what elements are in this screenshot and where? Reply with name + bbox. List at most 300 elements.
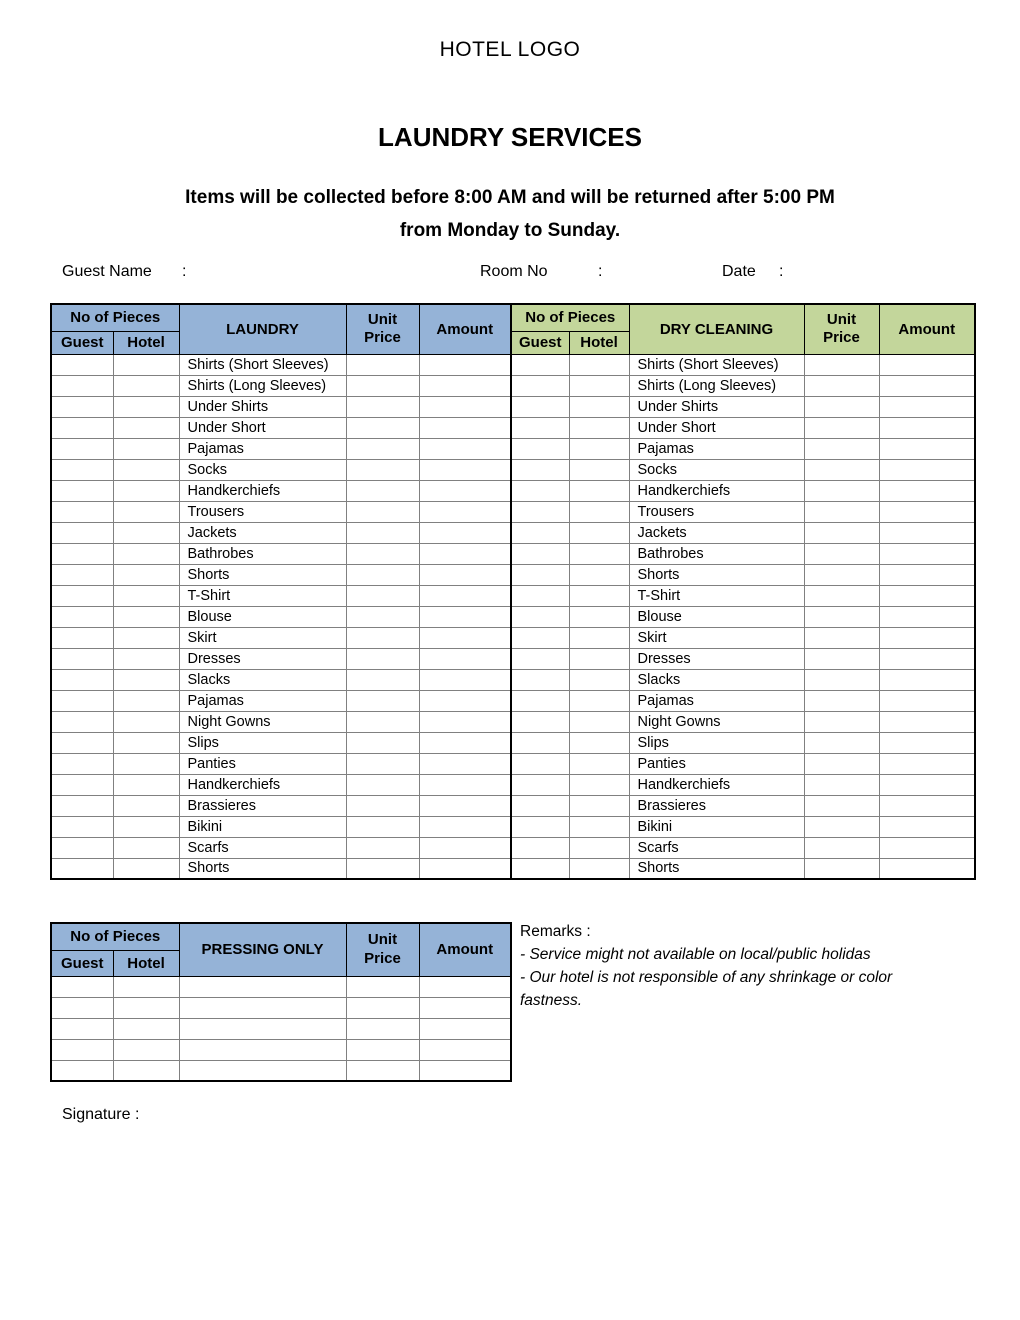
guest-name-label: Guest Name [62, 263, 152, 280]
laundry-hotel-count-cell[interactable] [113, 711, 179, 732]
drycleaning-hotel-count-cell[interactable] [569, 816, 629, 837]
laundry-amount-cell[interactable] [419, 690, 511, 711]
laundry-item-label: Scarfs [179, 837, 346, 858]
laundry-guest-count-cell[interactable] [51, 459, 113, 480]
drycleaning-item-label: Handkerchiefs [629, 480, 804, 501]
drycleaning-guest-count-cell[interactable] [511, 627, 569, 648]
drycleaning-unit-price-cell[interactable] [804, 417, 879, 438]
drycleaning-unit-price-cell[interactable] [804, 816, 879, 837]
drycleaning-unit-price-cell[interactable] [804, 375, 879, 396]
item-row [51, 711, 975, 732]
laundry-hotel-count-cell[interactable] [113, 606, 179, 627]
drycleaning-amount-cell[interactable] [879, 501, 975, 522]
drycleaning-item-label: Under Shirts [629, 396, 804, 417]
pressing-unit-price-cell[interactable] [346, 1018, 419, 1039]
drycleaning-item-label: Trousers [629, 501, 804, 522]
laundry-amount-cell[interactable] [419, 522, 511, 543]
laundry-amount-cell[interactable] [419, 669, 511, 690]
drycleaning-guest-count-cell[interactable] [511, 564, 569, 585]
drycleaning-hotel-count-cell[interactable] [569, 459, 629, 480]
item-row [51, 543, 975, 564]
laundry-unit-price-header [346, 304, 419, 354]
pressing-guest-header: Guest [51, 950, 113, 976]
drycleaning-item-label: Skirt [629, 627, 804, 648]
drycleaning-hotel-count-cell[interactable] [569, 774, 629, 795]
laundry-guest-count-cell[interactable] [51, 564, 113, 585]
drycleaning-guest-count-cell[interactable] [511, 501, 569, 522]
pressing-amount-cell[interactable] [419, 1039, 511, 1060]
collection-notice [0, 181, 1020, 247]
drycleaning-item-label: Night Gowns [629, 711, 804, 732]
laundry-amount-cell[interactable] [419, 396, 511, 417]
laundry-item-label: Slips [179, 732, 346, 753]
drycleaning-hotel-count-cell[interactable] [569, 648, 629, 669]
pressing-row [51, 1060, 511, 1081]
pressing-amount-cell[interactable] [419, 976, 511, 997]
drycleaning-guest-count-cell[interactable] [511, 774, 569, 795]
drycleaning-amount-cell[interactable] [879, 564, 975, 585]
drycleaning-item-label: T-Shirt [629, 585, 804, 606]
laundry-hotel-count-cell[interactable] [113, 837, 179, 858]
laundry-amount-cell[interactable] [419, 606, 511, 627]
drycleaning-hotel-count-cell[interactable] [569, 795, 629, 816]
drycleaning-guest-count-cell[interactable] [511, 690, 569, 711]
drycleaning-amount-cell[interactable] [879, 417, 975, 438]
laundry-amount-cell[interactable] [419, 816, 511, 837]
drycleaning-guest-count-cell[interactable] [511, 669, 569, 690]
laundry-unit-price-cell[interactable] [346, 354, 419, 375]
drycleaning-item-label: Scarfs [629, 837, 804, 858]
drycleaning-guest-count-cell[interactable] [511, 585, 569, 606]
laundry-amount-cell[interactable] [419, 480, 511, 501]
drycleaning-amount-cell[interactable] [879, 774, 975, 795]
page-title: LAUNDRY SERVICES [378, 122, 642, 152]
drycleaning-guest-count-cell[interactable] [511, 354, 569, 375]
laundry-guest-count-cell[interactable] [51, 690, 113, 711]
drycleaning-item-label: Shirts (Long Sleeves) [629, 375, 804, 396]
drycleaning-guest-count-cell[interactable] [511, 837, 569, 858]
laundry-hotel-count-cell[interactable] [113, 375, 179, 396]
drycleaning-amount-cell[interactable] [879, 375, 975, 396]
date-field[interactable] [793, 263, 933, 283]
drycleaning-amount-cell[interactable] [879, 711, 975, 732]
laundry-unit-price-cell[interactable] [346, 396, 419, 417]
drycleaning-item-label: Slips [629, 732, 804, 753]
drycleaning-hotel-count-cell[interactable] [569, 438, 629, 459]
drycleaning-unit-price-cell[interactable] [804, 543, 879, 564]
drycleaning-amount-cell[interactable] [879, 648, 975, 669]
guest-name-field[interactable] [196, 263, 456, 283]
laundry-unit-price-cell[interactable] [346, 795, 419, 816]
drycleaning-amount-cell[interactable] [879, 585, 975, 606]
drycleaning-hotel-count-cell[interactable] [569, 585, 629, 606]
pressing-hotel-count-cell[interactable] [113, 1039, 179, 1060]
laundry-guest-count-cell[interactable] [51, 438, 113, 459]
laundry-amount-cell[interactable] [419, 627, 511, 648]
laundry-amount-cell[interactable] [419, 501, 511, 522]
laundry-amount-cell[interactable] [419, 753, 511, 774]
laundry-guest-count-cell[interactable] [51, 396, 113, 417]
drycleaning-unit-price-cell[interactable] [804, 732, 879, 753]
laundry-guest-count-cell[interactable] [51, 774, 113, 795]
drycleaning-hotel-count-cell[interactable] [569, 627, 629, 648]
laundry-guest-count-cell[interactable] [51, 753, 113, 774]
laundry-hotel-count-cell[interactable] [113, 816, 179, 837]
laundry-hotel-count-cell[interactable] [113, 690, 179, 711]
drycleaning-item-label: Shirts (Short Sleeves) [629, 354, 804, 375]
laundry-amount-cell[interactable] [419, 417, 511, 438]
laundry-unit-price-cell[interactable] [346, 522, 419, 543]
drycleaning-guest-count-cell[interactable] [511, 543, 569, 564]
drycleaning-unit-price-cell[interactable] [804, 459, 879, 480]
laundry-unit-price-cell[interactable] [346, 585, 419, 606]
drycleaning-amount-cell[interactable] [879, 543, 975, 564]
laundry-section-header: LAUNDRY [179, 304, 346, 354]
laundry-unit-price-cell[interactable] [346, 459, 419, 480]
drycleaning-guest-count-cell[interactable] [511, 816, 569, 837]
laundry-hotel-count-cell[interactable] [113, 648, 179, 669]
room-no-field[interactable] [612, 263, 707, 283]
drycleaning-unit-price-header [804, 304, 879, 354]
drycleaning-hotel-count-cell[interactable] [569, 606, 629, 627]
laundry-guest-count-cell[interactable] [51, 585, 113, 606]
pressing-item-cell[interactable] [179, 1018, 346, 1039]
pressing-amount-header: Amount [419, 923, 511, 976]
pressing-guest-count-cell[interactable] [51, 976, 113, 997]
laundry-unit-price-cell[interactable] [346, 858, 419, 879]
laundry-item-label: Under Shirts [179, 396, 346, 417]
drycleaning-amount-cell[interactable] [879, 480, 975, 501]
pressing-guest-count-cell[interactable] [51, 1060, 113, 1081]
drycleaning-amount-cell[interactable] [879, 816, 975, 837]
drycleaning-hotel-count-cell[interactable] [569, 837, 629, 858]
pressing-unit-price-cell[interactable] [346, 997, 419, 1018]
laundry-guest-count-cell[interactable] [51, 354, 113, 375]
drycleaning-guest-count-cell[interactable] [511, 858, 569, 879]
drycleaning-unit-price-cell[interactable] [804, 564, 879, 585]
laundry-unit-price-cell[interactable] [346, 417, 419, 438]
drycleaning-hotel-count-cell[interactable] [569, 564, 629, 585]
drycleaning-unit-price-cell[interactable] [804, 858, 879, 879]
laundry-guest-count-cell[interactable] [51, 501, 113, 522]
pressing-no-of-pieces-header: No of Pieces [51, 923, 179, 950]
laundry-unit-price-cell[interactable] [346, 753, 419, 774]
laundry-unit-price-cell[interactable] [346, 816, 419, 837]
laundry-unit-price-cell[interactable] [346, 690, 419, 711]
laundry-guest-count-cell[interactable] [51, 480, 113, 501]
laundry-amount-cell[interactable] [419, 543, 511, 564]
pressing-unit-price-cell[interactable] [346, 976, 419, 997]
pressing-guest-count-cell[interactable] [51, 1018, 113, 1039]
remark-note: - Service might not available on local/public holidas [520, 946, 871, 963]
item-row [51, 669, 975, 690]
drycleaning-item-label: Dresses [629, 648, 804, 669]
drycleaning-hotel-count-cell[interactable] [569, 858, 629, 879]
drycleaning-hotel-count-cell[interactable] [569, 543, 629, 564]
pressing-row [51, 1039, 511, 1060]
laundry-amount-cell[interactable] [419, 774, 511, 795]
laundry-hotel-count-cell[interactable] [113, 564, 179, 585]
laundry-unit-price-cell[interactable] [346, 375, 419, 396]
laundry-hotel-count-cell[interactable] [113, 774, 179, 795]
laundry-unit-price-cell[interactable] [346, 732, 419, 753]
laundry-amount-cell[interactable] [419, 732, 511, 753]
drycleaning-unit-price-cell[interactable] [804, 522, 879, 543]
drycleaning-hotel-count-cell[interactable] [569, 669, 629, 690]
drycleaning-unit-price-cell[interactable] [804, 501, 879, 522]
drycleaning-unit-price-cell[interactable] [804, 711, 879, 732]
pressing-guest-count-cell[interactable] [51, 997, 113, 1018]
drycleaning-amount-cell[interactable] [879, 795, 975, 816]
drycleaning-item-label: Blouse [629, 606, 804, 627]
drycleaning-amount-cell[interactable] [879, 606, 975, 627]
laundry-guest-count-cell[interactable] [51, 417, 113, 438]
guest-info-row [0, 263, 1020, 285]
laundry-unit-price-cell[interactable] [346, 711, 419, 732]
laundry-hotel-count-cell[interactable] [113, 354, 179, 375]
item-row [51, 417, 975, 438]
laundry-hotel-count-cell[interactable] [113, 501, 179, 522]
laundry-unit-price-cell[interactable] [346, 648, 419, 669]
laundry-guest-count-cell[interactable] [51, 522, 113, 543]
drycleaning-item-label: Bikini [629, 816, 804, 837]
laundry-guest-count-cell[interactable] [51, 627, 113, 648]
drycleaning-amount-cell[interactable] [879, 858, 975, 879]
drycleaning-unit-price-cell[interactable] [804, 627, 879, 648]
drycleaning-unit-price-cell[interactable] [804, 606, 879, 627]
drycleaning-unit-price-cell[interactable] [804, 354, 879, 375]
remarks-label: Remarks : [520, 923, 591, 940]
laundry-amount-cell[interactable] [419, 459, 511, 480]
drycleaning-hotel-header: Hotel [569, 331, 629, 354]
pressing-amount-cell[interactable] [419, 1018, 511, 1039]
drycleaning-amount-cell[interactable] [879, 459, 975, 480]
laundry-unit-price-cell[interactable] [346, 501, 419, 522]
pressing-item-cell[interactable] [179, 1039, 346, 1060]
laundry-item-label: Shorts [179, 564, 346, 585]
drycleaning-unit-price-header-text: Unit Price [823, 310, 860, 347]
laundry-unit-price-cell[interactable] [346, 774, 419, 795]
pressing-unit-price-cell[interactable] [346, 1039, 419, 1060]
pressing-amount-cell[interactable] [419, 1060, 511, 1081]
laundry-guest-count-cell[interactable] [51, 837, 113, 858]
drycleaning-amount-cell[interactable] [879, 732, 975, 753]
pressing-item-cell[interactable] [179, 976, 346, 997]
item-row [51, 795, 975, 816]
laundry-amount-cell[interactable] [419, 711, 511, 732]
drycleaning-item-label: Panties [629, 753, 804, 774]
laundry-hotel-count-cell[interactable] [113, 459, 179, 480]
pressing-item-cell[interactable] [179, 1060, 346, 1081]
pressing-only-table [50, 922, 512, 1082]
hotel-logo: HOTEL LOGO [439, 38, 581, 61]
laundry-item-label: Panties [179, 753, 346, 774]
laundry-unit-price-cell[interactable] [346, 837, 419, 858]
laundry-hotel-count-cell[interactable] [113, 396, 179, 417]
remark-note: - Our hotel is not responsible of any shrinkage or color fastness. [520, 969, 893, 1009]
pressing-hotel-count-cell[interactable] [113, 997, 179, 1018]
laundry-amount-cell[interactable] [419, 354, 511, 375]
drycleaning-guest-count-cell[interactable] [511, 732, 569, 753]
drycleaning-hotel-count-cell[interactable] [569, 522, 629, 543]
drycleaning-amount-cell[interactable] [879, 627, 975, 648]
laundry-unit-price-cell[interactable] [346, 543, 419, 564]
drycleaning-item-label: Under Short [629, 417, 804, 438]
pressing-guest-count-cell[interactable] [51, 1039, 113, 1060]
laundry-guest-count-cell[interactable] [51, 816, 113, 837]
laundry-guest-count-cell[interactable] [51, 711, 113, 732]
drycleaning-unit-price-cell[interactable] [804, 690, 879, 711]
laundry-hotel-count-cell[interactable] [113, 522, 179, 543]
laundry-guest-count-cell[interactable] [51, 606, 113, 627]
pressing-amount-cell[interactable] [419, 997, 511, 1018]
laundry-guest-count-cell[interactable] [51, 648, 113, 669]
pressing-unit-price-cell[interactable] [346, 1060, 419, 1081]
laundry-hotel-count-cell[interactable] [113, 627, 179, 648]
drycleaning-item-label: Slacks [629, 669, 804, 690]
drycleaning-guest-count-cell[interactable] [511, 417, 569, 438]
laundry-hotel-count-cell[interactable] [113, 753, 179, 774]
laundry-guest-count-cell[interactable] [51, 858, 113, 879]
drycleaning-unit-price-cell[interactable] [804, 774, 879, 795]
laundry-drycleaning-table [50, 303, 976, 880]
item-row [51, 816, 975, 837]
laundry-amount-cell[interactable] [419, 438, 511, 459]
laundry-hotel-count-cell[interactable] [113, 585, 179, 606]
drycleaning-amount-cell[interactable] [879, 396, 975, 417]
drycleaning-unit-price-cell[interactable] [804, 396, 879, 417]
drycleaning-unit-price-cell[interactable] [804, 669, 879, 690]
laundry-unit-price-cell[interactable] [346, 564, 419, 585]
laundry-guest-count-cell[interactable] [51, 375, 113, 396]
laundry-guest-header: Guest [51, 331, 113, 354]
drycleaning-guest-count-cell[interactable] [511, 606, 569, 627]
drycleaning-guest-count-cell[interactable] [511, 459, 569, 480]
laundry-amount-cell[interactable] [419, 564, 511, 585]
laundry-item-label: Blouse [179, 606, 346, 627]
remarks-section [520, 920, 932, 1012]
laundry-unit-price-cell[interactable] [346, 669, 419, 690]
drycleaning-guest-count-cell[interactable] [511, 522, 569, 543]
drycleaning-guest-count-cell[interactable] [511, 711, 569, 732]
laundry-item-label: Socks [179, 459, 346, 480]
drycleaning-guest-count-cell[interactable] [511, 753, 569, 774]
drycleaning-hotel-count-cell[interactable] [569, 711, 629, 732]
drycleaning-amount-cell[interactable] [879, 690, 975, 711]
pressing-hotel-count-cell[interactable] [113, 1018, 179, 1039]
drycleaning-guest-count-cell[interactable] [511, 438, 569, 459]
drycleaning-guest-count-cell[interactable] [511, 648, 569, 669]
drycleaning-unit-price-cell[interactable] [804, 837, 879, 858]
drycleaning-item-label: Shorts [629, 564, 804, 585]
drycleaning-guest-count-cell[interactable] [511, 375, 569, 396]
drycleaning-hotel-count-cell[interactable] [569, 501, 629, 522]
item-row [51, 606, 975, 627]
laundry-hotel-count-cell[interactable] [113, 438, 179, 459]
drycleaning-hotel-count-cell[interactable] [569, 354, 629, 375]
laundry-unit-price-cell[interactable] [346, 606, 419, 627]
laundry-amount-cell[interactable] [419, 858, 511, 879]
drycleaning-hotel-count-cell[interactable] [569, 375, 629, 396]
laundry-item-label: Trousers [179, 501, 346, 522]
drycleaning-hotel-count-cell[interactable] [569, 396, 629, 417]
drycleaning-amount-cell[interactable] [879, 522, 975, 543]
drycleaning-amount-cell[interactable] [879, 669, 975, 690]
laundry-hotel-count-cell[interactable] [113, 732, 179, 753]
pressing-hotel-count-cell[interactable] [113, 976, 179, 997]
laundry-unit-price-cell[interactable] [346, 627, 419, 648]
item-row [51, 837, 975, 858]
drycleaning-item-label: Handkerchiefs [629, 774, 804, 795]
laundry-hotel-count-cell[interactable] [113, 669, 179, 690]
drycleaning-hotel-count-cell[interactable] [569, 753, 629, 774]
drycleaning-amount-cell[interactable] [879, 753, 975, 774]
remarks-notes [520, 943, 932, 1012]
pressing-hotel-count-cell[interactable] [113, 1060, 179, 1081]
drycleaning-amount-header: Amount [879, 304, 975, 354]
item-row [51, 396, 975, 417]
drycleaning-guest-count-cell[interactable] [511, 396, 569, 417]
drycleaning-amount-cell[interactable] [879, 837, 975, 858]
laundry-item-label: T-Shirt [179, 585, 346, 606]
drycleaning-no-of-pieces-header: No of Pieces [511, 304, 629, 331]
laundry-hotel-count-cell[interactable] [113, 480, 179, 501]
laundry-item-label: Bikini [179, 816, 346, 837]
laundry-amount-cell[interactable] [419, 375, 511, 396]
drycleaning-amount-cell[interactable] [879, 438, 975, 459]
drycleaning-amount-cell[interactable] [879, 354, 975, 375]
drycleaning-hotel-count-cell[interactable] [569, 732, 629, 753]
drycleaning-item-label: Shorts [629, 858, 804, 879]
laundry-amount-cell[interactable] [419, 795, 511, 816]
drycleaning-unit-price-cell[interactable] [804, 585, 879, 606]
laundry-guest-count-cell[interactable] [51, 669, 113, 690]
laundry-amount-cell[interactable] [419, 648, 511, 669]
drycleaning-unit-price-cell[interactable] [804, 795, 879, 816]
laundry-unit-price-cell[interactable] [346, 480, 419, 501]
pressing-item-cell[interactable] [179, 997, 346, 1018]
drycleaning-unit-price-cell[interactable] [804, 438, 879, 459]
laundry-item-label: Night Gowns [179, 711, 346, 732]
drycleaning-hotel-count-cell[interactable] [569, 690, 629, 711]
drycleaning-hotel-count-cell[interactable] [569, 480, 629, 501]
laundry-item-label: Bathrobes [179, 543, 346, 564]
laundry-hotel-count-cell[interactable] [113, 417, 179, 438]
laundry-hotel-count-cell[interactable] [113, 858, 179, 879]
drycleaning-unit-price-cell[interactable] [804, 480, 879, 501]
laundry-guest-count-cell[interactable] [51, 732, 113, 753]
laundry-guest-count-cell[interactable] [51, 795, 113, 816]
drycleaning-item-label: Brassieres [629, 795, 804, 816]
laundry-unit-price-cell[interactable] [346, 438, 419, 459]
laundry-hotel-count-cell[interactable] [113, 543, 179, 564]
pressing-row [51, 976, 511, 997]
drycleaning-guest-count-cell[interactable] [511, 795, 569, 816]
drycleaning-unit-price-cell[interactable] [804, 753, 879, 774]
laundry-hotel-count-cell[interactable] [113, 795, 179, 816]
laundry-amount-cell[interactable] [419, 585, 511, 606]
drycleaning-unit-price-cell[interactable] [804, 648, 879, 669]
item-row [51, 774, 975, 795]
date-label: Date [722, 263, 756, 280]
laundry-guest-count-cell[interactable] [51, 543, 113, 564]
drycleaning-guest-count-cell[interactable] [511, 480, 569, 501]
pressing-row [51, 997, 511, 1018]
laundry-item-label: Slacks [179, 669, 346, 690]
laundry-item-label: Pajamas [179, 438, 346, 459]
laundry-amount-cell[interactable] [419, 837, 511, 858]
drycleaning-hotel-count-cell[interactable] [569, 417, 629, 438]
